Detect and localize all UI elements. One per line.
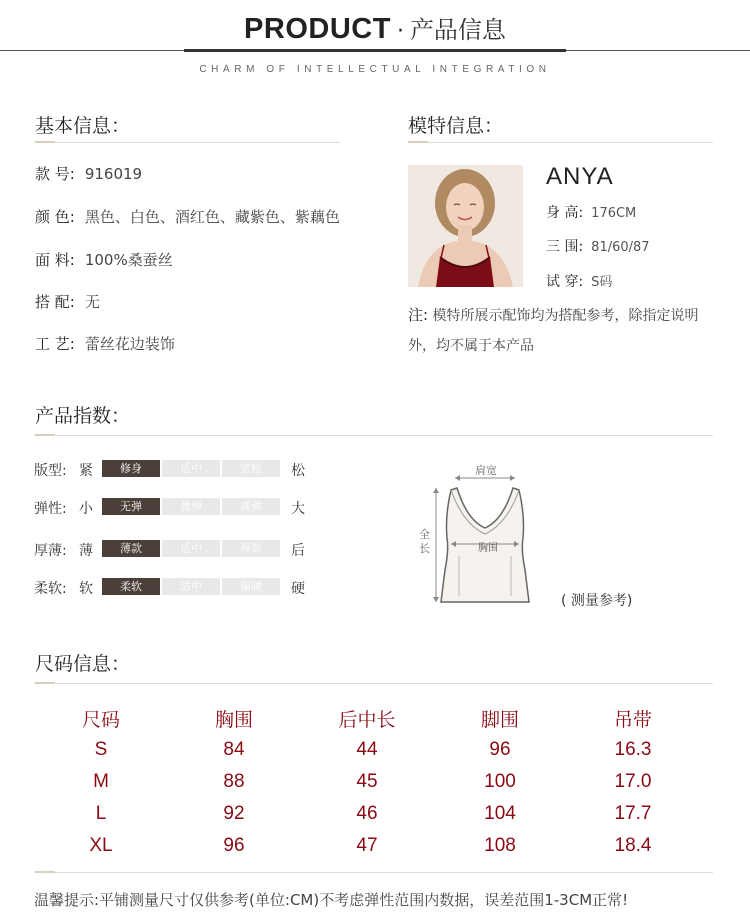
size-table-cell: 88 [223, 771, 245, 792]
size-table-cell: L [95, 803, 107, 824]
page-header-title [0, 10, 750, 46]
basic-info-accent [35, 141, 55, 143]
model-info-title: 模特信息： [408, 115, 504, 137]
size-table-header: 后中长 [338, 710, 396, 731]
model-name: ANYA [546, 163, 614, 190]
size-table-cell: 104 [484, 803, 516, 824]
basic-info-value: 无 [84, 293, 100, 311]
index-option-selected: 薄款 [102, 540, 160, 557]
diagram-length-label: 全长 [419, 528, 430, 555]
model-info-label: 三 围: [546, 239, 584, 255]
size-table-cell: 18.4 [614, 835, 652, 856]
header-title-cn: 产品信息 [409, 16, 506, 44]
diagram-shoulder-label: 肩宽 [475, 464, 497, 477]
index-row [34, 498, 324, 518]
basic-info-row [35, 291, 100, 312]
size-table-cell: 47 [356, 835, 378, 856]
basic-info-value: 100%桑蚕丝 [84, 251, 173, 269]
size-table-cell: 16.3 [614, 739, 652, 760]
index-option-selected: 无弹 [102, 498, 160, 515]
basic-info-label: 款 号: [35, 165, 75, 183]
index-name: 弹性: [34, 501, 67, 517]
index-option: 适中 [162, 578, 220, 595]
size-table-cell: 108 [484, 835, 516, 856]
size-table-cell: 96 [223, 835, 245, 856]
header-rule-bold [184, 49, 566, 52]
model-info-row [546, 236, 650, 256]
index-option-selected: 柔软 [102, 578, 160, 595]
basic-info-title: 基本信息： [35, 115, 131, 137]
model-info-label: 身 高: [546, 205, 584, 221]
measurement-diagram [415, 460, 555, 610]
index-option: 厚款 [222, 540, 280, 557]
basic-info-label: 工 艺: [35, 335, 75, 353]
size-table-cell: 100 [484, 771, 516, 792]
size-table-cell: S [94, 739, 108, 760]
model-note-text: 模特所展示配饰均为搭配参考，除指定说明外，均不属于本产品 [408, 308, 699, 354]
size-table-header: 脚围 [480, 710, 519, 731]
index-option: 适中 [162, 460, 220, 477]
index-scale-bar [102, 540, 282, 557]
size-table-cell: 46 [356, 803, 378, 824]
size-table-cell: XL [89, 835, 113, 856]
model-info-row [546, 271, 612, 291]
model-info-value: 176CM [591, 206, 637, 221]
product-index-accent [35, 434, 55, 436]
index-row [34, 460, 324, 480]
model-info-value: 81/60/87 [591, 240, 650, 255]
size-table-cell: 45 [356, 771, 378, 792]
index-row [34, 578, 324, 598]
size-table-bottom-accent [35, 871, 55, 873]
basic-info-value: 黑色、白色、酒红色、藏紫色、紫藕色 [84, 208, 340, 226]
index-name: 版型: [34, 463, 67, 479]
index-high-label: 大 [291, 501, 305, 517]
basic-info-label: 面 料: [35, 251, 75, 269]
basic-info-rule [35, 142, 340, 143]
basic-info-row [35, 206, 340, 227]
size-table-header: 吊带 [613, 710, 652, 731]
size-table-header: 尺码 [81, 710, 120, 731]
index-low-label: 紧 [79, 463, 93, 479]
index-row [34, 540, 324, 560]
basic-info-value: 916019 [84, 165, 143, 183]
size-table-cell: 96 [489, 739, 511, 760]
index-scale-bar [102, 578, 282, 595]
index-option-selected: 修身 [102, 460, 160, 477]
index-low-label: 薄 [79, 543, 93, 559]
index-high-label: 后 [291, 543, 305, 559]
index-option: 高弹 [222, 498, 280, 515]
model-info-value: S码 [591, 275, 613, 290]
index-option: 宽松 [222, 460, 280, 477]
product-index-title: 产品指数： [35, 405, 131, 427]
product-index-rule [35, 435, 713, 436]
header-dot: · [396, 19, 404, 44]
index-low-label: 软 [79, 581, 93, 597]
basic-info-label: 搭 配: [35, 293, 75, 311]
basic-info-row [35, 163, 142, 184]
index-option: 适中 [162, 540, 220, 557]
index-name: 厚薄: [34, 543, 67, 559]
model-info-label: 试 穿: [546, 274, 584, 290]
model-note-label: 注: [408, 306, 429, 324]
size-table-header: 胸围 [214, 710, 253, 731]
model-photo [408, 165, 523, 287]
index-name: 柔软: [34, 581, 67, 597]
index-option: 偏硬 [222, 578, 280, 595]
size-table-cell: M [93, 771, 109, 792]
model-info-accent [408, 141, 428, 143]
index-high-label: 硬 [291, 581, 305, 597]
size-info-accent [35, 682, 55, 684]
diagram-caption: ( 测量参考) [561, 593, 633, 609]
size-info-title: 尺码信息： [35, 653, 131, 675]
basic-info-value: 蕾丝花边装饰 [84, 335, 175, 353]
diagram-chest-label: 胸围 [478, 543, 498, 554]
size-table-cell: 92 [223, 803, 245, 824]
size-table-cell: 44 [356, 739, 378, 760]
header-subtitle: CHARM OF INTELLECTUAL INTEGRATION [199, 64, 551, 75]
size-table-cell: 84 [223, 739, 245, 760]
footer-note: 温馨提示:平铺测量尺寸仅供参考(单位:CM)不考虑弹性范围内数据，误差范围1-3CM正常! [34, 891, 629, 909]
index-high-label: 松 [291, 463, 305, 479]
index-low-label: 小 [79, 501, 93, 517]
model-note [408, 300, 718, 361]
model-info-row [546, 202, 636, 222]
basic-info-row [35, 249, 173, 270]
size-table-bottom-rule [35, 872, 713, 873]
size-info-rule [35, 683, 713, 684]
index-scale-bar [102, 498, 282, 515]
basic-info-label: 颜 色: [35, 208, 75, 226]
index-option: 微弹 [162, 498, 220, 515]
basic-info-row [35, 333, 175, 354]
size-table-cell: 17.7 [614, 803, 652, 824]
size-table-cell: 17.0 [614, 771, 652, 792]
model-info-rule [408, 142, 713, 143]
header-title-en: PRODUCT [244, 13, 391, 45]
index-scale-bar [102, 460, 282, 477]
